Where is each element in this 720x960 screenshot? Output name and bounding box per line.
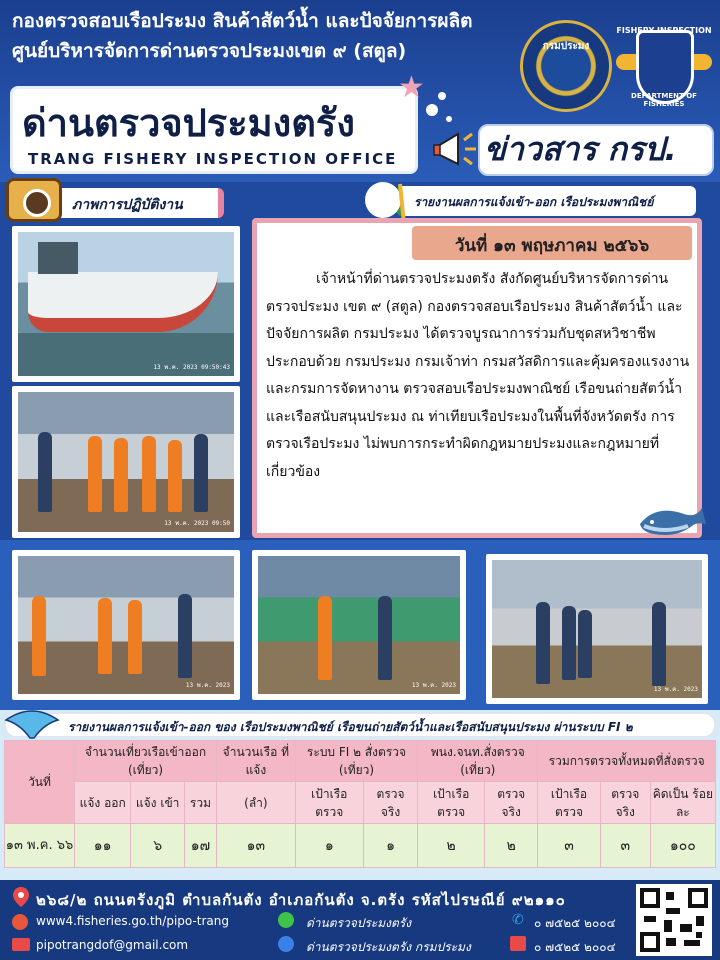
article-date: วันที่ ๑๓ พฤษภาคม ๒๕๖๖ xyxy=(454,236,650,256)
crew-figure xyxy=(318,596,332,680)
photo-timestamp: 13 พ.ค. 2023 09:50:43 xyxy=(153,364,230,371)
subheader: เป้าเรือ ตรวจ xyxy=(295,782,363,824)
crew-figure xyxy=(98,598,112,674)
subheader: เป้าเรือ ตรวจ xyxy=(418,782,485,824)
qr-code[interactable] xyxy=(636,884,712,956)
header-pnng: พนง.จนท.สั่งตรวจ (เที่ยว) xyxy=(418,741,538,782)
crew-figure xyxy=(142,436,156,512)
officer-figure xyxy=(194,434,208,512)
subheader: ตรวจ จริง xyxy=(363,782,417,824)
dock-photo xyxy=(486,554,708,704)
briefing-photo xyxy=(12,386,240,538)
subheader: แจ้ง เข้า xyxy=(131,782,185,824)
office-title-thai: ด่านตรวจประมงตรัง xyxy=(22,101,355,145)
crew-figure xyxy=(128,600,142,674)
megaphone-icon xyxy=(432,130,478,170)
footer-website[interactable]: www4.fisheries.go.th/pipo-trang xyxy=(36,914,230,928)
table-cell: ๑๐๐ xyxy=(650,824,715,868)
email-icon xyxy=(12,938,30,951)
subheader: เป้าเรือ ตรวจ xyxy=(538,782,600,824)
report-section-label xyxy=(396,186,696,216)
footer-phone: ๐ ๗๕๒๕ ๒๐๐๔ xyxy=(534,916,616,930)
photo-timestamp: 13 พ.ค. 2023 xyxy=(411,682,456,689)
camera-icon xyxy=(6,178,62,222)
officer-figure xyxy=(536,602,550,684)
photo-timestamp: 13 พ.ค. 2023 xyxy=(185,682,230,689)
photo-timestamp: 13 พ.ค. 2023 xyxy=(653,686,698,693)
table-cell: ๒ xyxy=(485,824,538,868)
fishing-boat xyxy=(28,272,218,332)
crew-figure xyxy=(114,438,128,512)
fishery-inspection-logo xyxy=(616,24,712,110)
phone-icon: ✆ xyxy=(512,912,524,928)
footer-line[interactable]: ด่านตรวจประมงตรัง xyxy=(306,916,412,930)
whale-icon xyxy=(636,498,708,540)
crew-figure xyxy=(88,436,102,512)
bubble-icon xyxy=(426,104,438,116)
facebook-icon xyxy=(278,936,294,952)
photo-timestamp: 13 พ.ค. 2023 09:50 xyxy=(164,520,230,527)
header-trips: จำนวนเที่ยวเรือเข้าออก (เที่ยว) xyxy=(75,741,217,782)
officer-figure xyxy=(38,432,52,512)
subheader: แจ้ง ออก xyxy=(75,782,131,824)
office-title-english: TRANG FISHERY INSPECTION OFFICE xyxy=(28,150,398,168)
footer-email[interactable]: pipotrangdof@gmail.com xyxy=(36,938,189,952)
logo-bottom-text: DEPARTMENT OF FISHERIES xyxy=(631,92,697,108)
bubble-icon xyxy=(446,116,452,122)
officer-figure xyxy=(578,610,592,678)
row-date: ๑๓ พ.ค. ๖๖ xyxy=(5,824,75,868)
table-cell: ๑๑ xyxy=(75,824,131,868)
manta-ray-icon xyxy=(4,702,60,742)
table-cell: ๑ xyxy=(295,824,363,868)
table-title-bar xyxy=(4,712,716,738)
subheader: (ลำ) xyxy=(217,782,296,824)
article-body: เจ้าหน้าที่ด่านตรวจประมงตรัง สังกัดศูนย์บริหารจัดการด่านตรวจประมง เขต ๙ (สตูล) กองตรวจสอบเรือประมง สินค้าสัตว์น้ำ และปัจจัยการผลิต กรมประมง ได้ตรวจบูรณาการร่วมกับชุดสหวิชาชีพ ประกอบด้วย กรมประมง กรมเจ้าท่า กรมสวัสดิการและคุ้มครองแรงงาน และกรมการจัดหางาน ตรวจสอบเรือประมงพาณิชย์ เรือขนถ่ายสัตว์น้ำและเรือสนับสนุนประมง ณ ท่าเทียบเรือประมงในพื้นที่จังหวัดตรัง การตรวจเรือประมง ไม่พบการกระทำผิดกฎหมายประมงและกฎหมายที่เกี่ยวข้อง xyxy=(266,271,690,480)
news-label: ข่าวสาร กรป. xyxy=(484,130,677,168)
department-of-fisheries-logo xyxy=(520,20,612,112)
table-cell: ๑ xyxy=(363,824,417,868)
subheader: ตรวจ จริง xyxy=(600,782,650,824)
footer-facebook[interactable]: ด่านตรวจประมงตรัง กรมประมง xyxy=(306,940,471,954)
table-title: รายงานผลการแจ้งเข้า-ออก ของ เรือประมงพาณิชย์ เรือขนถ่ายสัตว์น้ำและเรือสนับสนุนประมง ผ่านระบบ FI ๒ xyxy=(68,720,633,734)
logo-text: กรมประมง xyxy=(542,41,590,52)
header-boats: จำนวนเรือ ที่แจ้ง xyxy=(217,741,296,782)
header-date: วันที่ xyxy=(5,741,75,824)
crew-figure xyxy=(32,596,46,676)
subheader: รวม xyxy=(184,782,216,824)
department-name: กองตรวจสอบเรือประมง สินค้าสัตว์น้ำ และปัจจัยการผลิต xyxy=(12,10,473,32)
report-section-text: รายงานผลการแจ้งเข้า-ออก เรือประมงพาณิชย์ xyxy=(414,195,654,209)
footer-address: ๒๖๘/๒ ถนนตรังภูมิ ตำบลกันตัง อำเภอกันตัง จ.ตรัง รหัสไปรษณีย์ ๙๒๑๑๐ xyxy=(36,891,566,909)
subheader: คิดเป็น ร้อยละ xyxy=(650,782,715,824)
subheader: ตรวจ จริง xyxy=(485,782,538,824)
header-total: รวมการตรวจทั้งหมดที่สั่งตรวจ xyxy=(538,741,716,782)
starfish-icon: ★ xyxy=(398,70,425,105)
table-cell: ๓ xyxy=(600,824,650,868)
boat-photo xyxy=(12,226,240,382)
table-cell: ๑๓ xyxy=(217,824,296,868)
center-name: ศูนย์บริหารจัดการด่านตรวจประมงเขต ๙ (สตูล) xyxy=(12,40,407,62)
officer-figure xyxy=(562,606,576,680)
photos-section-text: ภาพการปฏิบัติงาน xyxy=(72,197,183,213)
globe-icon xyxy=(12,914,28,930)
table-subheader-row xyxy=(5,782,716,824)
fax-icon xyxy=(510,936,526,951)
table-cell: ๒ xyxy=(418,824,485,868)
table-header-row xyxy=(5,741,716,782)
group-photo xyxy=(12,550,240,700)
boat-cabin xyxy=(38,242,78,274)
officer-figure xyxy=(378,596,392,680)
crates-photo xyxy=(252,550,466,700)
location-pin-icon xyxy=(12,886,30,908)
line-app-icon xyxy=(278,912,294,928)
table-row xyxy=(5,824,716,868)
date-banner xyxy=(412,226,692,260)
logo-top-text: FISHERY INSPECTION xyxy=(616,26,712,35)
inspection-table xyxy=(4,740,716,868)
table-cell: ๖ xyxy=(131,824,185,868)
table-cell: ๑๗ xyxy=(184,824,216,868)
crew-figure xyxy=(168,440,182,512)
table-cell: ๓ xyxy=(538,824,600,868)
officer-figure xyxy=(652,602,666,686)
header-fi2: ระบบ FI ๒ สั่งตรวจ (เที่ยว) xyxy=(295,741,418,782)
officer-figure xyxy=(178,594,192,678)
footer-fax: ๐ ๗๕๒๕ ๒๐๐๔ xyxy=(534,940,616,954)
bubble-icon xyxy=(438,92,446,100)
